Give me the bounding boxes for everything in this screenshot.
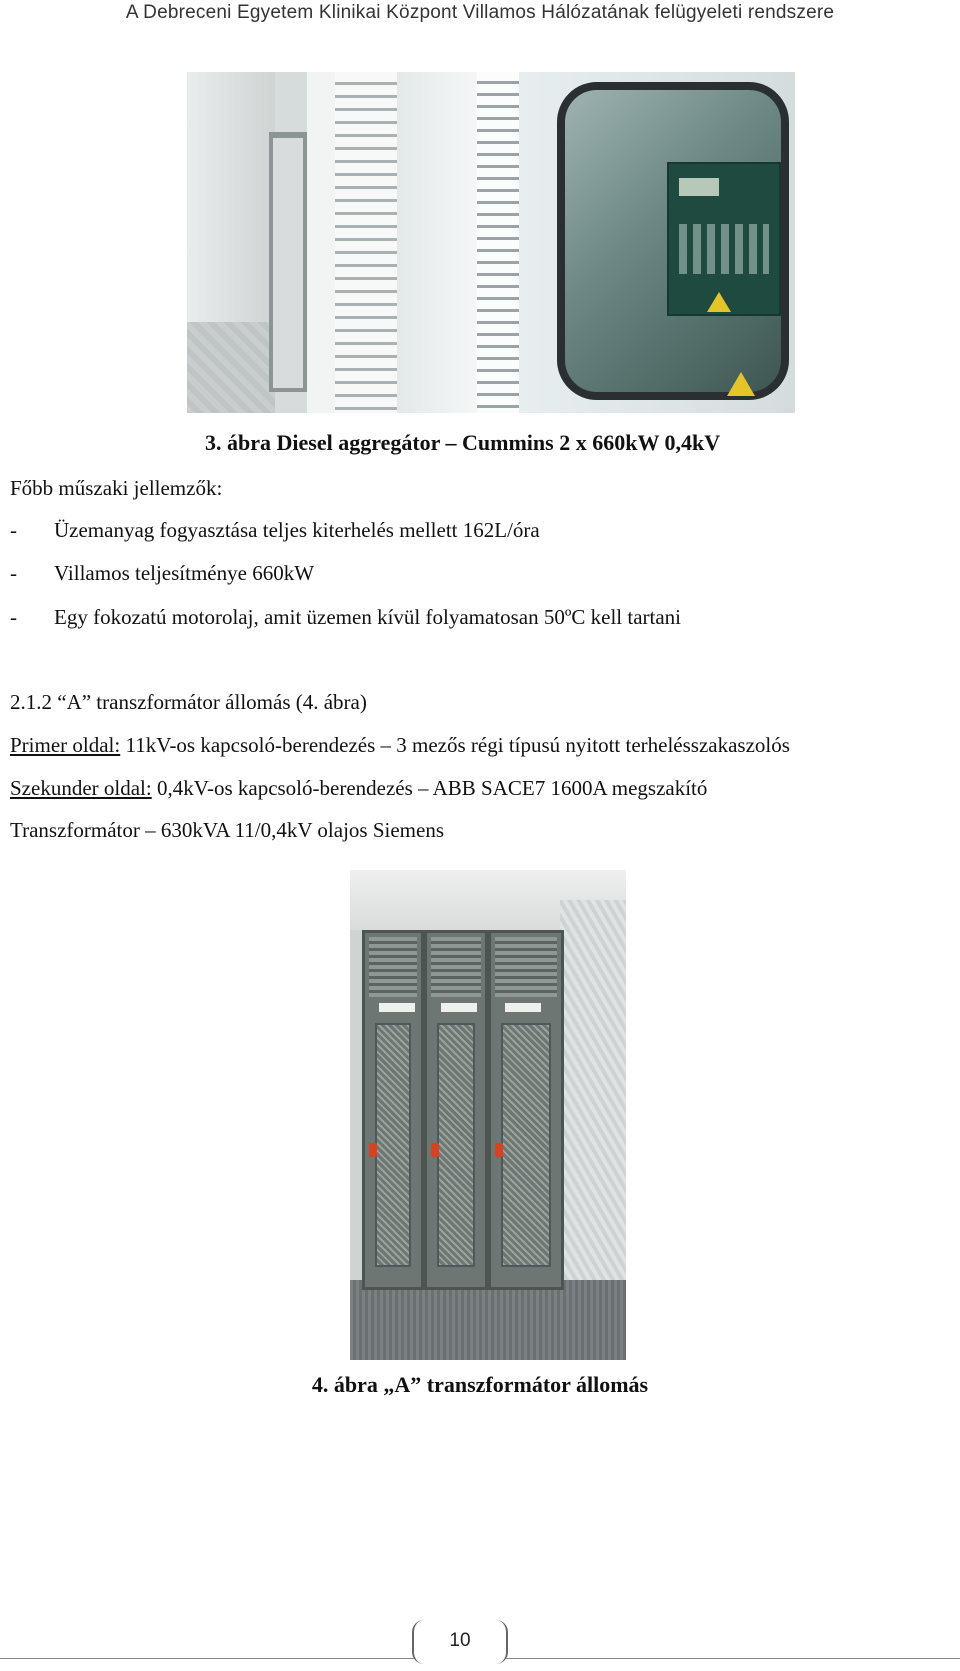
szekunder-label: Szekunder oldal: (10, 776, 152, 800)
spec-text: Villamos teljesítménye 660kW (54, 561, 315, 585)
running-header: A Debreceni Egyetem Klinikai Központ Villamos Hálózatának felügyeleti rendszere (125, 2, 835, 23)
cabinet-label-plate (441, 1003, 477, 1012)
switchgear-cabinet (362, 930, 424, 1290)
red-handle-icon (431, 1143, 439, 1157)
photo-floor (187, 322, 275, 413)
bullet-dash: - (10, 561, 17, 585)
page-number: 10 (449, 1630, 471, 1651)
primer-text: 11kV-os kapcsoló-berendezés – 3 mezős régi típusú nyitott terhelésszakaszolós (120, 733, 790, 757)
spec-text: Egy fokozatú motorolaj, amit üzemen kívül folyamatosan 50ºC kell tartani (54, 605, 682, 629)
diesel-aggregator-photo (187, 72, 795, 413)
bullet-dash: - (10, 605, 17, 629)
spec-text: Üzemanyag fogyasztása teljes kiterhelés mellett 162L/óra (54, 518, 540, 542)
section-heading: 2.1.2 “A” transzformátor állomás (4. ábra) (10, 690, 367, 714)
cabinet-label-plate (505, 1003, 541, 1012)
photo-control-buttons (679, 224, 769, 274)
bullet-dash: - (10, 518, 17, 542)
red-handle-icon (495, 1143, 503, 1157)
cabinet-mesh-door (375, 1023, 411, 1267)
spec-item (10, 518, 540, 543)
photo-control-display (679, 178, 719, 196)
cabinet-label-plate (379, 1003, 415, 1012)
warning-sign-icon (707, 292, 731, 312)
cabinet-mesh-door (437, 1023, 475, 1267)
szekunder-text: 0,4kV-os kapcsoló-berendezés – ABB SACE7 1600A megszakító (151, 776, 708, 800)
switchgear-cabinet (424, 930, 488, 1290)
primer-label: Primer oldal: (10, 733, 121, 757)
spec-item (10, 561, 314, 586)
cabinet-mesh-door (501, 1023, 551, 1267)
photo-door (273, 138, 303, 388)
spec-item (10, 605, 681, 630)
switchgear-cabinet (488, 930, 564, 1290)
photo-floor-grating (350, 1280, 626, 1360)
figure-4-caption: 4. ábra „A” transzformátor állomás (311, 1372, 649, 1397)
photo-cabinet-panel (397, 72, 477, 413)
photo-pillar (307, 72, 335, 413)
primer-line (10, 733, 790, 758)
cabinet-top-grille (495, 937, 557, 997)
szekunder-line (10, 776, 707, 801)
transformer-line: Transzformátor – 630kVA 11/0,4kV olajos Siemens (10, 818, 444, 842)
cabinet-top-grille (369, 937, 417, 997)
transformer-station-photo (350, 870, 626, 1360)
warning-sign-icon (727, 372, 755, 396)
photo-louver-left (335, 72, 397, 413)
cabinet-top-grille (431, 937, 481, 997)
figure-3-caption: 3. ábra Diesel aggregátor – Cummins 2 x 660kW 0,4kV (205, 430, 721, 455)
photo-louver-right (477, 72, 519, 413)
specs-heading: Főbb műszaki jellemzők: (10, 476, 223, 500)
red-handle-icon (369, 1143, 377, 1157)
